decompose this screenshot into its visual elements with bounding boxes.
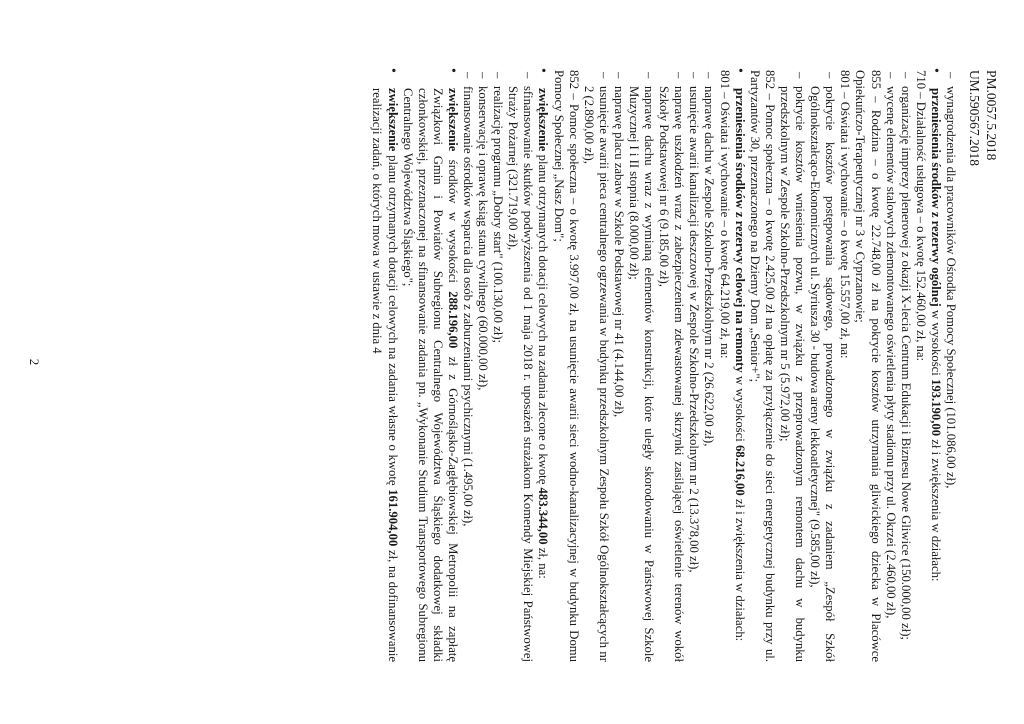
dash-list-item: – naprawę dachu w Zespole Szkolno-Przedszkolnym nr 2 (26.622,00 zł), [701, 70, 716, 662]
paragraph-text: zł i zwiększenia w działach: [732, 495, 747, 642]
bold-lead: zwiększenie [445, 88, 460, 152]
dash-list-item: – organizację imprezy plenerowej z okazji X-lecia Centrum Edukacji i Biznesu Nowe Gliwice (150.000,00 zł); [898, 70, 913, 662]
paragraph-text: w wysokości [732, 372, 747, 445]
bold-lead: zwiększenie [536, 88, 551, 152]
paragraph-text: zł, na dofinansowanie realizacji zadań, o których mowa w ustawie z dnia 4 [370, 88, 400, 662]
amount-value: 483.344,00 [536, 487, 551, 545]
dash-list-item: – naprawę uszkodzeń wraz z zabezpieczeniem zdewastowanej skrzynki zasilającej oświetlenie terenów wokół Szkoły Podstawowej nr 6 (9.185,00 zł), [656, 70, 686, 662]
paragraph-text: planu otrzymanych dotacji celowych na zadania własne o kwotę [385, 151, 400, 490]
dash-list-item: – naprawę placu zabaw w Szkole Podstawowej nr 41 (4.144,00 zł), [611, 70, 626, 662]
reference-code-pm: PM.0057.5.2018 [984, 70, 999, 161]
dash-list-item: – naprawę dachu wraz z wymianą elementów konstrukcji, które uległy skorodowaniu w Państwowej Szkole Muzycznej I i II stopnia (8.000,00 zł); [626, 70, 656, 662]
dash-list-item: – konserwację i oprawę ksiąg stanu cywilnego (60.000,00 zł), [475, 70, 490, 662]
document-body [369, 70, 958, 662]
paragraph-text: zł, na: [536, 544, 551, 579]
section-line: 855 – Rodzina – o kwotę 22.748,00 zł na pokrycie kosztów utrzymania gliwickiego dziecka w Placówce Opiekuńczo-Terapeutycznej nr 3 w Cyprzanowie; [853, 70, 883, 662]
dash-list-item: – finansowanie ośrodków wsparcia dla osób z zaburzeniami psychicznymi (1.495,00 zł), [460, 70, 475, 662]
document-header [966, 70, 1000, 166]
bullet-paragraph [369, 70, 399, 662]
dash-list-item: – usunięcie awarii kanalizacji deszczowej w Zespole Szkolno-Przedszkolnym nr 2 (13.378,00 zł), [686, 70, 701, 662]
dash-list-item: – sfinansowanie skutków podwyższenia od 1 maja 2018 r. uposażeń strażakom Komendy Miejskiej Państwowej Straży Pożarnej (321.719,00 zł), [505, 70, 535, 662]
bullet-paragraph [400, 70, 460, 662]
bold-lead: zwiększenie [385, 88, 400, 152]
bold-lead: przeniesienia środków z rezerwy celowej na remonty [732, 88, 747, 373]
paragraph-text: zł i zwiększenia w działach: [928, 436, 943, 582]
section-line: 801 – Oświata i wychowanie – o kwotę 64.219,00 zł, na: [717, 70, 732, 359]
dash-list-item: – pokrycie kosztów wniesienia pozwu, w związku z przeprowadzonym remontem dachu w budynku przedszkolnym w Zespole Szkolno-Przedszkolnym nr 5 (5.972,00 zł); [777, 70, 807, 662]
section-line: 710 – Działalność usługowa – o kwotę 152.460,00 zł, na: [913, 70, 928, 362]
bullet-paragraph [535, 70, 550, 662]
amount-value: 193.190,00 [928, 378, 943, 437]
amount-value: 161.904,00 [385, 489, 400, 547]
amount-value: 68.216,00 [732, 444, 747, 496]
section-line: 852 – Pomoc społeczna – o kwotę 3.997,00 zł, na usunięcie awarii sieci wodno-kanalizacyjnej w budynku Domu Pomocy Społecznej „Nasz Dom"; [551, 70, 581, 662]
paragraph-text: planu otrzymanych dotacji celowych na zadania zlecone o kwotę [536, 151, 551, 488]
page-number: 2 [27, 358, 42, 366]
dash-list-item: – usunięcie awarii pieca centralnego ogrzewania w budynku przedszkolnym Zespołu Szkół Ogólnokształcących nr 2 (2.890,00 zł), [581, 70, 611, 662]
paragraph-text: w wysokości [928, 306, 943, 379]
paragraph-text: zł z Górnośląsko-Zagłębiowskiej Metropolii na zapłatę Związkowi Gmin i Powiatów Subregionu Centralnego Województwa Śląskiego dodatkowej składki członkowskiej, przeznaczonej na sfinansowanie zadania pn. „Wykonanie Studium Transportowego Subregionu Centralnego Województwa Śląskiego"; [400, 88, 460, 662]
dash-list-item: – pokrycie kosztów postępowania sądowego, prowadzonego w związku z zadaniem „Zespół Szkół Ogólnokształcąco-Ekonomicznych ul. Syriusza 30 - budowa areny lekkoatletycznej" (9.585,00 zł), [807, 70, 837, 662]
dash-list-item: – wynagrodzenia dla pracowników Ośrodka Pomocy Społecznej (101.086,00 zł), [943, 70, 958, 662]
reference-code-um: UM.590567.2018 [967, 70, 982, 167]
dash-list-item: – wycenę elementów stalowych zdemontowanego oświetlenia płyty stadionu przy ul. Okrzei (2.460,00 zł), [883, 70, 898, 662]
paragraph-text: środków w wysokości [445, 151, 460, 292]
bold-lead: przeniesienia środków z rezerwy ogólnej [928, 88, 943, 307]
dash-list-item: – realizację programu „Dobry start" (100.130,00 zł); [490, 70, 505, 662]
section-line: 801 – Oświata i wychowanie – o kwotę 15.557,00 zł, na: [838, 70, 853, 359]
bullet-paragraph [732, 70, 747, 662]
bullet-paragraph [928, 70, 943, 662]
section-line: 852 – Pomoc społeczna – o kwotę 2.425,00 zł na opłatę za przyłączenie do sieci energetycznej budynku przy ul. Partyzantów 30, przeznaczonego na Dziemy Dom „Senior+"; [747, 70, 777, 662]
amount-value: 288.196,00 [445, 291, 460, 349]
